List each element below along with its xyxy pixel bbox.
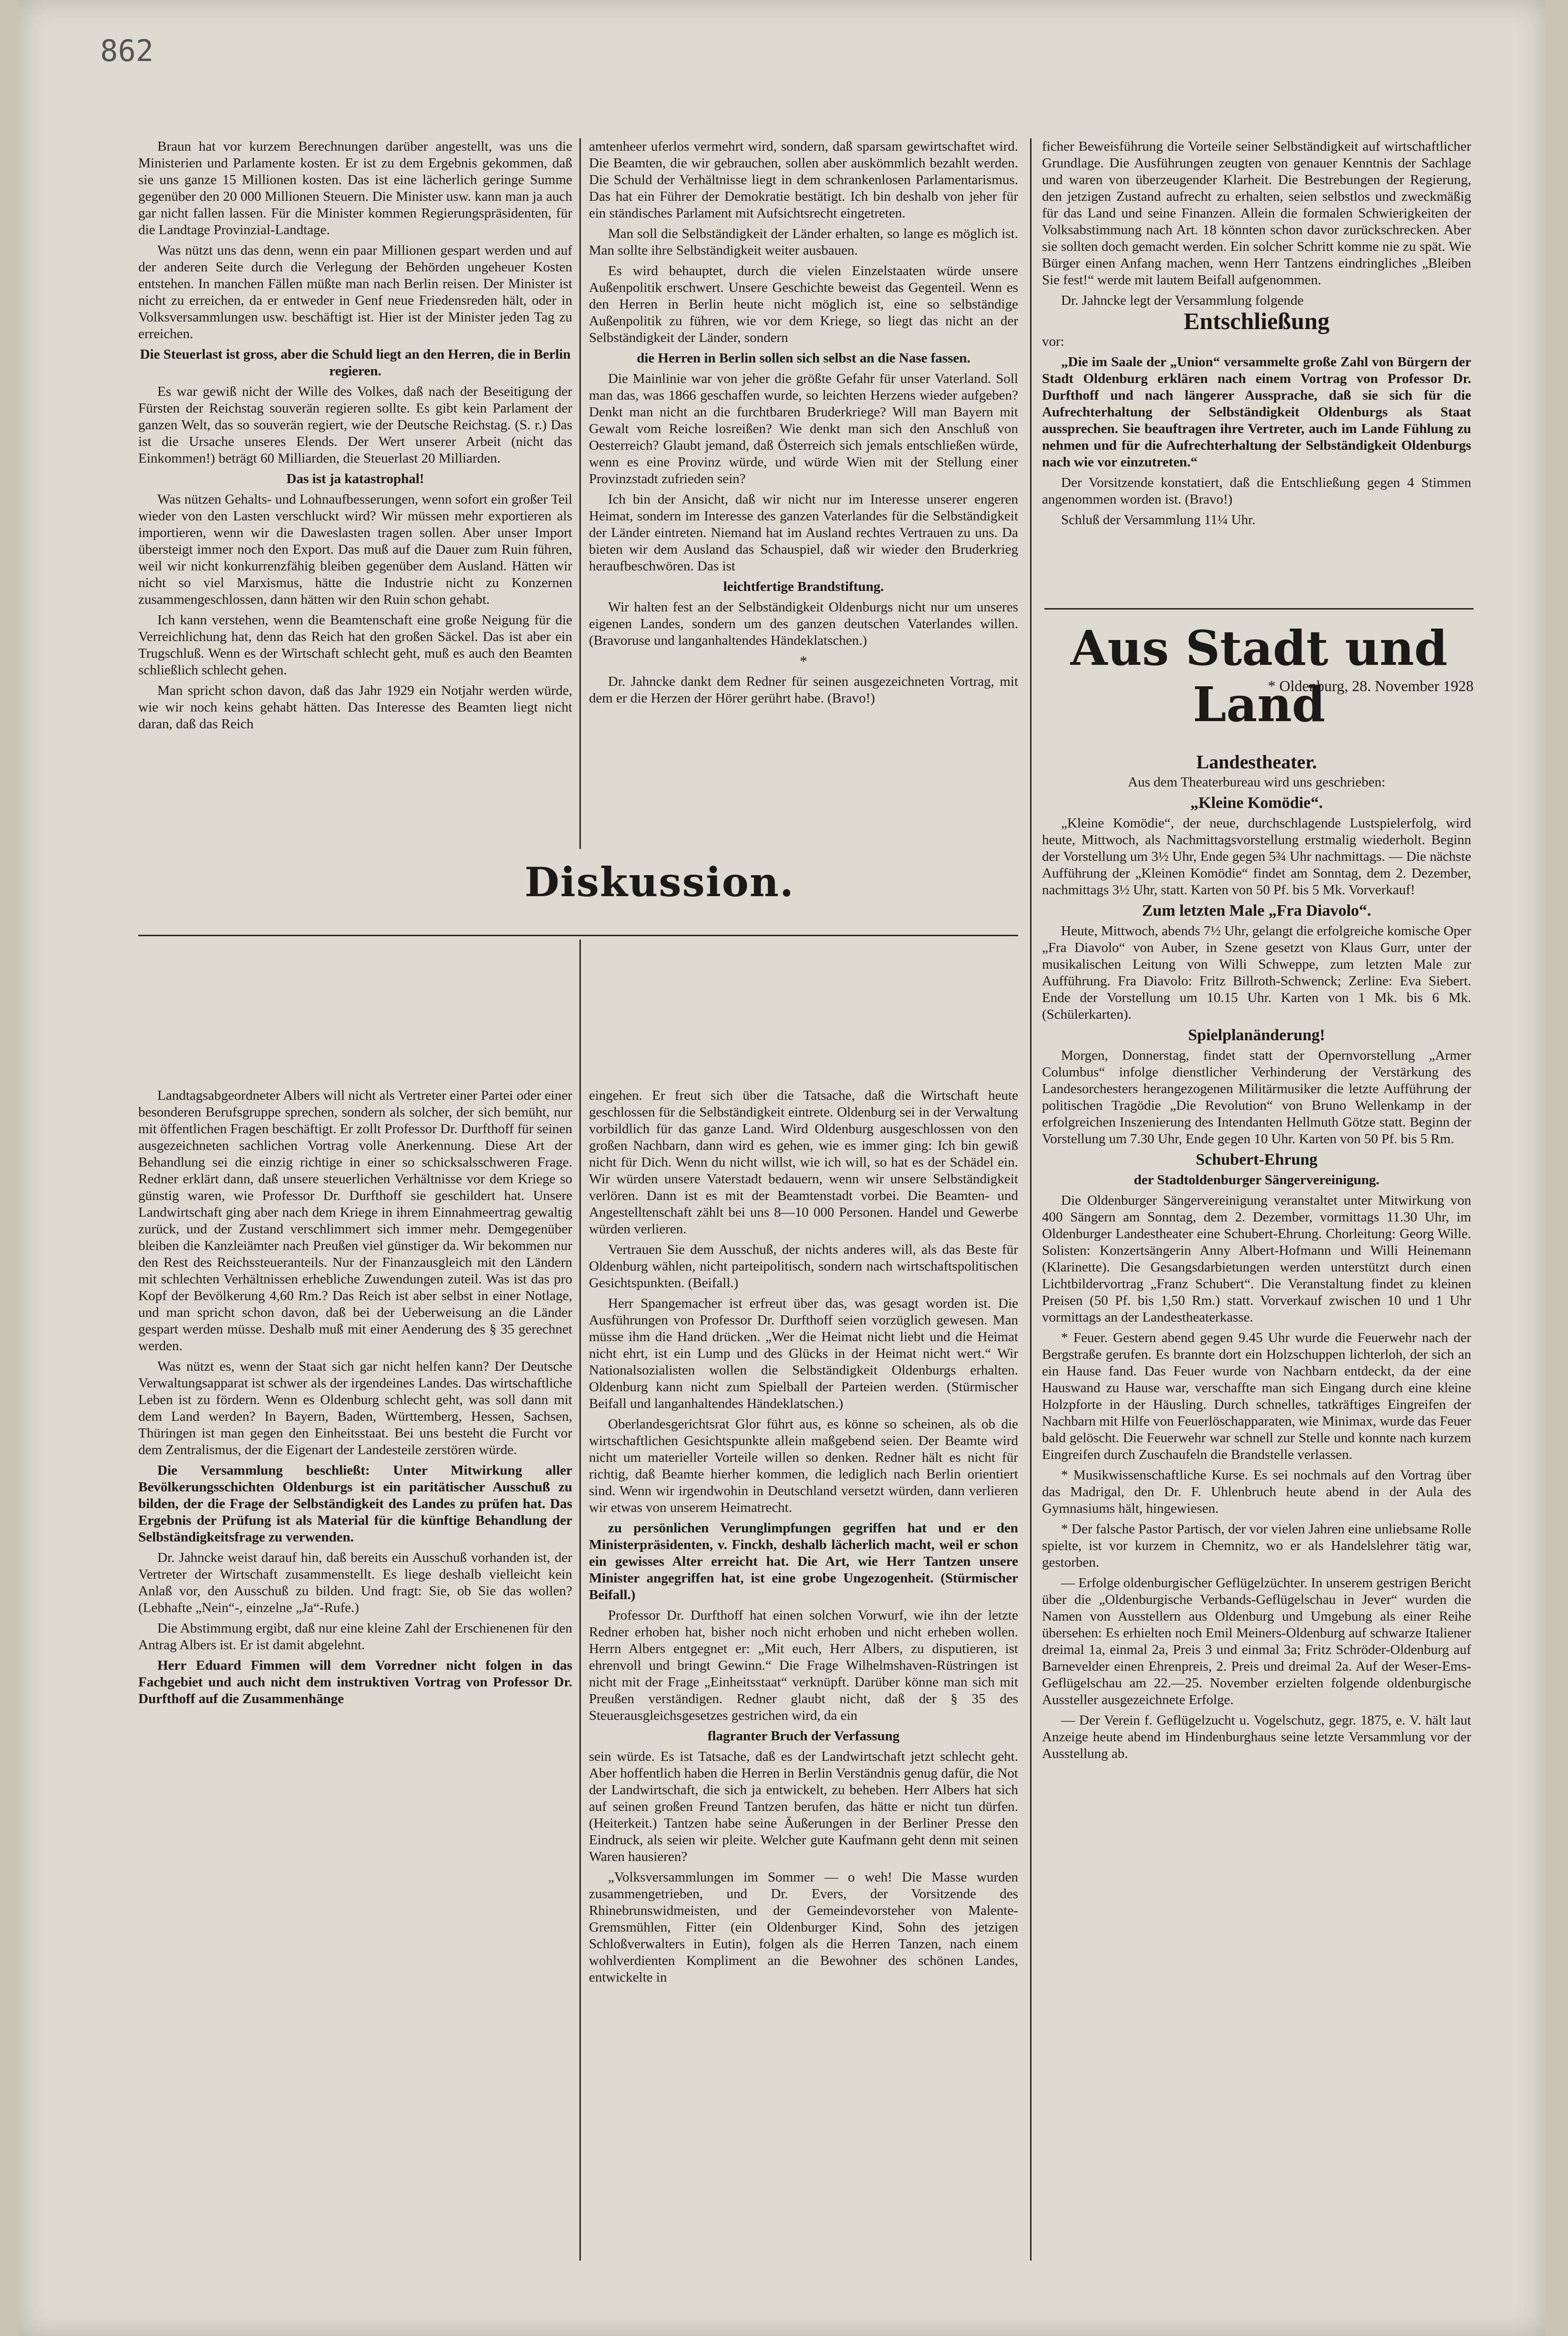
stadt-und-land-column: [1042, 751, 1471, 1766]
paragraph: * Musikwissenschaftliche Kurse. Es sei nochmals auf den Vortrag über das Madrigal, den Dr. F. Uhlenbruch heute abend in der Aula des Gymnasiums hält, hingewiesen.: [1042, 1468, 1471, 1516]
emphasis-line: Die Steuerlast ist gross, aber die Schuld liegt an den Herren, die in Berlin regieren.: [140, 347, 571, 379]
column-a-upper: [138, 138, 572, 736]
column-divider-3: [579, 940, 581, 2261]
paragraph: Herr Eduard Fimmen will dem Vorredner nicht folgen in das Fachgebiet und auch nicht dem instruktiven Vortrag von Professor Dr. Durfthoff auf die Zusammenhänge: [138, 1658, 572, 1706]
subheading: Zum letzten Male „Fra Diavolo“.: [1142, 902, 1372, 920]
paragraph: — Der Verein f. Geflügelzucht u. Vogelschutz, gegr. 1875, e. V. hält laut Anzeige heute abend im Hindenburghaus seine letzte Versammlung vor der Ausstellung ab.: [1042, 1713, 1471, 1761]
paragraph: Wir halten fest an der Selbständigkeit Oldenburgs nicht nur um unseres eigenen Landes, sondern um des ganzen deutschen Vaterlandes willen. (Bravoruse und langanhaltendes Händeklatschen.): [589, 600, 1018, 648]
page-number: 862: [100, 33, 154, 68]
paragraph: Die Mainlinie war von jeher die größte Gefahr für unser Vaterland. Soll man das, was 1866 geschaffen wurde, so leichten Herzens wieder aufgeben? Denkt man nicht an die furchtbaren Bruderkriege? Will man Bayern mit Gewalt vom Reiche losreißen? Wie denkt man sich den Anschluß von Oesterreich? Glaubt jemand, daß Österreich sich jemals entschließen würde, wenn es eine Provinz würde, und würde Wien mit der Stellung einer Provinzstadt zufrieden sein?: [589, 371, 1018, 486]
column-c-upper: [1042, 138, 1471, 532]
discussion-column-b: [589, 1087, 1018, 1990]
paragraph: * Der falsche Pastor Partisch, der vor vielen Jahren eine unliebsame Rolle spielte, ist vor kurzem in Chemnitz, wo er als Handelslehrer tätig war, gestorben.: [1042, 1521, 1471, 1570]
headline-diskussion: Diskussion.: [525, 858, 795, 906]
dateline: * Oldenburg, 28. November 1928: [1268, 677, 1474, 694]
subheading: Landestheater.: [1196, 751, 1317, 773]
paragraph: Der Vorsitzende konstatiert, daß die Entschließung gegen 4 Stimmen angenommen worden ist. (Bravo!): [1042, 475, 1471, 507]
emphasis-line: die Herren in Berlin sollen sich selbst an die Nase fassen.: [637, 351, 970, 366]
paragraph: Die Abstimmung ergibt, daß nur eine kleine Zahl der Erschienenen für den Antrag Albers ist. Er ist damit abgelehnt.: [138, 1621, 572, 1653]
column-b-upper: [589, 138, 1018, 711]
paragraph: Vertrauen Sie dem Ausschuß, der nichts anderes will, als das Beste für Oldenburg wählen, nicht parteipolitisch, sondern nach wirtschaftspolitischen Gesichtspunkten. (Beifall.): [589, 1242, 1018, 1291]
paragraph: Es wird behauptet, durch die vielen Einzelstaaten würde unsere Außenpolitik erschwert. Unsere Geschichte beweist das Gegenteil. Wenn es den Herren in Berlin heute nicht möglich ist, eine so selbständige Außenpolitik zu führen, wie vor dem Kriege, so liegt das nicht an der Selbständigkeit der Länder, sondern: [589, 263, 1018, 345]
paragraph: „Kleine Komödie“, der neue, durchschlagende Lustspielerfolg, wird heute, Mittwoch, als Nachmittagsvorstellung erstmalig wiederholt. Beginn der Vorstellung um 3½ Uhr, Ende gegen 5¾ Uhr nachmittags. — Die nächste Aufführung der „Kleinen Komödie“ findet am Sonntag, dem 2. Dezember, nachmittags 3½ Uhr, statt. Karten von 50 Pf. bis 5 Mk. Vorverkauf!: [1042, 816, 1471, 898]
subheading: „Kleine Komödie“.: [1190, 794, 1323, 812]
section-title: Aus Stadt und Land: [1070, 620, 1448, 733]
emphasis-line: flagranter Bruch der Verfassung: [707, 1728, 900, 1744]
paragraph: * Feuer. Gestern abend gegen 9.45 Uhr wurde die Feuerwehr nach der Bergstraße gerufen. Es brannte dort ein Holzschuppen lichterloh, der sich an ein Hause fand. Das Feuer wurde von Nachbarn entdeckt, da der eine Hauswand zu Hause war, verschaffte man sich Eingang durch eine kleine Holzpforte in der Häusling. Durch schnelles, tatkräftiges Eingreifen der Nachbarn mit Hilfe von Feuerlöschapparaten, wie Minimax, wurde das Feuer bald gelöscht. Die Feuerwehr war schnell zur Stelle und konnte nach kurzem Eingreifen durch Zuschaufeln die Brandstelle verlassen.: [1042, 1330, 1471, 1462]
paragraph: Braun hat vor kurzem Berechnungen darüber angestellt, was uns die Ministerien und Parlamente kosten. Er ist zu dem Ergebnis gekommen, daß sie uns ganze 15 Millionen kosten. Das ist eine lächerlich geringe Summe gegenüber den 20 000 Millionen Steuern. Die Minister usw. kann man ja auch gar nicht fallen lassen. Für die Minister kommen Regierungspräsidenten, für die Landtage Provinzial-Landtage.: [138, 139, 572, 238]
paragraph: „Volksversammlungen im Sommer — o weh! Die Masse wurden zusammengetrieben, und Dr. Evers, der Vorsitzende des Rhinebrunswidmeisten, und der Gemeindevorsteher von Malente-Gremsmühlen, Fitter (ein Oldenburger Kind, Sohn des jetzigen Schloßverwalters in Eutin), folgen als die Herren Tanzen, nach einem wohlverdienten Kompliment an die Bewohner des schönen Landes, entwickelte in: [589, 1870, 1018, 1985]
paragraph: Man spricht schon davon, daß das Jahr 1929 ein Notjahr werden würde, wie wir noch keins gehabt hätten. Das Interesse des Beamten liegt nicht daran, daß das Reich: [138, 683, 572, 732]
paragraph: Heute, Mittwoch, abends 7½ Uhr, gelangt die erfolgreiche komische Oper „Fra Diavolo“ von Auber, in Szene gesetzt von Klaus Gurr, unter der musikalischen Leitung von Willi Schweppe, zum letzten Male zur Aufführung. Fra Diavolo: Fritz Billroth-Schwenck; Zerline: Eva Siebert. Ende der Vorstellung um 10.15 Uhr. Karten von 1 Mk. bis 6 Mk. (Schülerkarten).: [1042, 923, 1471, 1022]
paragraph: Oberlandesgerichtsrat Glor führt aus, es könne so scheinen, als ob die wirtschaftlichen Gesichtspunkte allein maßgebend seien. Der Beamte wird nicht um materieller Vorteile willen so denken. Redner hält es nicht für richtig, daß Beamte hierher kommen, die lediglich nach Berlin orientiert sind. Wenn wir irgendwohin in Deutschland versetzt würden, dann verlieren wir etwas von unserem Heimatrecht.: [589, 1416, 1018, 1515]
paragraph: Dr. Jahncke dankt dem Redner für seinen ausgezeichneten Vortrag, mit dem er die Herzen der Hörer gerührt habe. (Bravo!): [589, 674, 1018, 706]
paragraph: zu persönlichen Verunglimpfungen gegriffen hat und er den Ministerpräsidenten, v. Finckh, deshalb lächerlich macht, weil er schon ein gewisses Alter erreicht hat. Die Art, wie Herr Tantzen unsere Minister angegriffen hat, ist eine grobe Ungezogenheit. (Stürmischer Beifall.): [589, 1520, 1018, 1602]
paragraph: Es war gewiß nicht der Wille des Volkes, daß nach der Beseitigung der Fürsten der Reichstag souverän regieren sollte. Es gibt kein Parlament der ganzen Welt, das so souverän regiert, wie der Deutsche Reichstag. (S. r.) Das ist die Ursache unseres Elends. Der Wert unserer Arbeit (nicht das Einkommen!) beträgt 60 Milliarden, die Steuerlast 20 Milliarden.: [138, 384, 572, 466]
paragraph: Ich bin der Ansicht, daß wir nicht nur im Interesse unserer engeren Heimat, sondern im Interesse des ganzen Vaterlandes für die Selbständigkeit der Länder eintreten. Niemand hat im Ausland rechtes Vertrauen zu uns. Da bieten wir dem Ausland das Schauspiel, daß wir wieder den Bruderkrieg heraufbeschwören. Das ist: [589, 492, 1018, 574]
paragraph: Die Oldenburger Sängervereinigung veranstaltet unter Mitwirkung von 400 Sängern am Sonntag, dem 2. Dezember, vormittags 11.30 Uhr, im Oldenburger Landestheater eine Schubert-Ehrung. Chorleitung: Georg Wille. Solisten: Konzertsängerin Anny Albert-Hofmann und Willi Heinemann (Klarinette). Die Gesangsdarbietungen werden unterstützt durch einen Lichtbildervortrag „Franz Schubert“. Die Veranstaltung findet zu kleinen Preisen (50 Pf. bis 1,50 Rm.) statt. Vorverkauf zwischen 10 und 1 Uhr vormittags an der Landestheaterkasse.: [1042, 1193, 1471, 1325]
emphasis-line: leichtfertige Brandstiftung.: [723, 579, 884, 594]
headline-divider: [138, 935, 1018, 936]
column-divider-2: [1030, 138, 1032, 2261]
paragraph: Was nützen Gehalts- und Lohnaufbesserungen, wenn sofort ein großer Teil wieder von den Lasten verschluckt wird? Wir müssen mehr exportieren als importieren, wenn wir die Daweslasten tragen sollen. Aber unser Import übersteigt immer noch den Export. Das muß auf die Dauer zum Ruin führen, weil wir nicht konkurrenzfähig bleiben gegenüber dem Ausland. Hätten wir nicht so viel Marxismus, hätte die Industrie nicht zu Konzernen zusammengeschlossen, dann hätten wir den Ruin schon gehabt.: [138, 492, 572, 607]
paragraph: Morgen, Donnerstag, findet statt der Opernvorstellung „Armer Columbus“ infolge dienstlicher Verhinderung der Verstärkung des Landesorchesters herangezogenen Militärmusiker die letzte Aufführung der politischen Tragödie „Die Revolution“ von Bruno Wellenkamp in der erfolgreichen Inszenierung des Intendanten Hellmuth Götze statt. Beginn der Vorstellung um 7.30 Uhr, Ende gegen 10 Uhr. Karten von 50 Pf. bis 5 Rm.: [1042, 1048, 1471, 1147]
resolution-heading: Entschließung: [1184, 308, 1330, 334]
paragraph: Dr. Jahncke weist darauf hin, daß bereits ein Ausschuß vorhanden ist, der Vertreter der Wirtschaft zusammenstellt. Es liege deshalb vielleicht kein Anlaß vor, den Ausschuß zu bilden. Und fragt: Sie, ob Sie das wollen? (Lebhafte „Nein“-, einzelne „Ja“-Rufe.): [138, 1550, 572, 1615]
paragraph: Was nützt es, wenn der Staat sich gar nicht helfen kann? Der Deutsche Verwaltungsapparat ist schwer als der irgendeines Landes. Das wirtschaftliche Leben ist zu fördern. Wenn es Oldenburg schlecht geht, was soll dann mit dem Land werden? In Bayern, Baden, Württemberg, Hessen, Sachsen, Thüringen ist man gegen den Einheitsstaat. Bei uns besteht die Furcht vor dem Zentralismus, der die Eigenart der Landesteile zerstören würde.: [138, 1359, 572, 1457]
paragraph: Was nützt uns das denn, wenn ein paar Millionen gespart werden und auf der anderen Seite durch die Verlegung der Behörden ungeheuer Kosten entstehen. In manchen Fällen müßte man nach Berlin reisen. Der Minister ist nicht zu erreichen, da er entweder in Genf neue Friedensreden hält, oder in Volksversammlungen usw. beschäftigt ist. Hier ist der Minister jeden Tag zu erreichen.: [138, 243, 572, 341]
subheading: Schubert-Ehrung: [1196, 1151, 1318, 1168]
paragraph: sein würde. Es ist Tatsache, daß es der Landwirtschaft jetzt schlecht geht. Aber hoffentlich haben die Herren in Berlin Verständnis genug dafür, die Not der Landwirtschaft, die sich ja entwickelt, zu beheben. Herr Albers hat sich auf seinen großen Freund Tantzen berufen, das hätte er nicht tun dürfen. (Heiterkeit.) Tantzen habe seine Äußerungen in der Berliner Presse den Eindruck, als seien wir pleite. Welcher gute Kaufmann geht denn mit seinen Waren hausieren?: [589, 1749, 1018, 1864]
paragraph: Schluß der Versammlung 11¼ Uhr.: [1061, 512, 1256, 527]
paragraph: Dr. Jahncke legt der Versammlung folgende: [1061, 293, 1304, 308]
paragraph: Landtagsabgeordneter Albers will nicht als Vertreter einer Partei oder einer besonderen Berufsgruppe sprechen, sondern als solcher, der sich bemüht, nur mit öffentlichen Fragen beschäftigt. Er zollt Professor Dr. Durfthoff für seinen ausgezeichneten sachlichen Vortrag volle Anerkennung. Diese Art der Behandlung sei die einzig richtige in einer so schicksalsschweren Frage. Redner erklärt dann, daß unsere steuerlichen Verhältnisse vor dem Kriege so günstig waren, wie Professor Dr. Durfthoff sie geschildert hat. Unsere Landwirtschaft ging aber nach dem Kriege in ihrem Einnahmeertrag gewaltig zurück, und der Zustand verschlimmert sich immer mehr. Demgegenüber bleiben die Kanzleiämter nach Preußen viel günstiger da. Wir bekommen nur den Rest des Reichssteueranteils. Nur der Finanzausgleich mit den Ländern mit schlechten Verhältnissen erhebliche Zuwendungen zuteil. Was ist das pro Kopf der Bevölkerung 4,60 Rm.? Das Reich ist aber selbst in einer Notlage, und man spricht schon davon, daß bei der Ueberweisung an die Länder gespart werden müsse. Deshalb muß mit einer Aenderung des § 35 gerechnet werden.: [138, 1088, 572, 1354]
newspaper-page: [19, 0, 1545, 2336]
paragraph: amtenheer uferlos vermehrt wird, sondern, daß sparsam gewirtschaftet wird. Die Beamten, die wir gebrauchen, sollen aber auskömmlich bezahlt werden. Die Schuld der Verhältnisse liegt in dem schrankenlosen Parlamentarismus. Das hat ein Führer der Demokratie bestätigt. Ich bin deshalb von jeher für ein ständisches Parlament mit Aufsichtsrecht eingetreten.: [589, 139, 1018, 221]
paragraph: Aus dem Theaterbureau wird uns geschrieben:: [1128, 775, 1385, 790]
paragraph: Ich kann verstehen, wenn die Beamtenschaft eine große Neigung für die Verreichlichung hat, denn das Reich hat den großen Säckel. Das ist aber ein Trugschluß. Wenn es der Wirtschaft schlecht geht, muß es auch den Beamten schließlich schlecht gehen.: [138, 612, 572, 678]
paragraph: vor:: [1042, 334, 1064, 349]
resolution-text: „Die im Saale der „Union“ versammelte große Zahl von Bürgern der Stadt Oldenburg erklären nach einem Vortrag von Professor Dr. Durfthoff und nach längerer Aussprache, daß sie sich für die Aufrechterhaltung der Selbständigkeit Oldenburgs als Staat aussprechen. Sie beauftragen ihre Vertreter, auch im Lande Fühlung zu nehmen und für die Aufrechterhaltung der Selbständigkeit Oldenburgs nach wie vor einzutreten.“: [1042, 354, 1471, 470]
paragraph: ficher Beweisführung die Vorteile seiner Selbständigkeit auf wirtschaftlicher Grundlage. Die Ausführungen zeugten von genauer Kenntnis der Sachlage und waren von überzeugender Klarheit. Die Bestrebungen der Regierung, den jetzigen Zustand aufrecht zu erhalten, seien selbstlos und zweckmäßig für das Land und seine Finanzen. Allein die formalen Schwierigkeiten der Volksabstimmung nach Art. 18 könnten schon davor zurückschrecken. Aber sie sollten doch gemacht werden. Ein solcher Schritt komme nie zu spät. Wie Bürger einen Anfang machen, wenn Herr Tantzens eindringliches „Bleiben Sie fest!“ werde mit lautem Beifall aufgenommen.: [1042, 139, 1471, 288]
column-divider-1: [579, 138, 581, 849]
paragraph: Professor Dr. Durfthoff hat einen solchen Vorwurf, wie ihn der letzte Redner erhoben hat, bisher noch nicht erhoben und nicht erheben wollen. Herrn Albers entgegnet er: „Mit euch, Herr Albers, zu disputieren, ist ehrenvoll und bringt Gewinn.“ Die Frage Wilhelmshaven-Rüstringen ist nicht mit der Frage „Einheitsstaat“ verknüpft. Darüber könne man sich mit Preußen verständigen. Redner glaubt nicht, daß der § 35 des Steuerausgleichsgesetzes gestrichen wird, da ein: [589, 1608, 1018, 1723]
paragraph: Herr Spangemacher ist erfreut über das, was gesagt worden ist. Die Ausführungen von Professor Dr. Durfthoff seien vorzüglich gewesen. Man müsse ihm die Hand drücken. „Wer die Heimat nicht liebt und die Heimat nicht ehrt, ist ein Lump und des Glücks in der Heimat nicht wert.“ Wir Nationalsozialisten wollen die Selbständigkeit Oldenburgs erhalten. Oldenburg kann nicht zum Spielball der Parteien werden. (Stürmischer Beifall und langanhaltendes Händeklatschen.): [589, 1296, 1018, 1411]
subheading: Spielplanänderung!: [1188, 1026, 1325, 1044]
emphasis-line: Das ist ja katastrophal!: [286, 471, 424, 486]
separator-star: *: [800, 652, 807, 670]
paragraph: Man soll die Selbständigkeit der Länder erhalten, so lange es möglich ist. Man sollte ihre Selbständigkeit weiter ausbauen.: [589, 226, 1018, 258]
paragraph: eingehen. Er freut sich über die Tatsache, daß die Wirtschaft heute geschlossen für die Selbständigkeit eintrete. Oldenburg sei in der Verwaltung vorbildlich für das ganze Land. Wird Oldenburg ausgeschlossen von den großen Nachbarn, dann wird es gehen, wie es immer ging: Ich bin gewiß nicht für Dich. Wenn du nicht willst, wie ich will, so hat es der Schädel ein. Wir würden unsere Vaterstadt bedauern, wenn wir unsere Selbständigkeit verlören. Dann ist es mit der Beamtenstadt vorbei. Die Beamten- und Angestelltenschaft zählt bei uns 8—10 000 Personen. Handel und Gewerbe würden verlieren.: [589, 1088, 1018, 1237]
paragraph: Die Versammlung beschließt: Unter Mitwirkung aller Bevölkerungsschichten Oldenburgs ist ein paritätischer Ausschuß zu bilden, der die Frage der Selbständigkeit des Landes zu prüfen hat. Das Ergebnis der Prüfung ist als Material für die künftige Behandlung der Selbständigkeitsfrage zu verwenden.: [138, 1463, 572, 1545]
paragraph: — Erfolge oldenburgischer Geflügelzüchter. In unserem gestrigen Bericht über die „Oldenburgische Verbands-Geflügelschau in Jever“ wurden die Namen von Ausstellern aus Oldenburg und Umgebung als einer Reihe übersehen: Es erhielten noch Emil Meiners-Oldenburg auf schwarze Italiener dreimal 1a, einmal 2a, Preis 3 und einmal 3a; Fritz Schröder-Oldenburg auf Barnevelder einen Ehrenpreis, 2. Preis und dreimal 2a. Auf der Weser-Ems-Geflügelschau am 22.—25. November erzielten folgende oldenburgische Aussteller ausgezeichnete Erfolge.: [1042, 1575, 1471, 1707]
discussion-column-a: [138, 1087, 572, 1711]
section-divider: [1044, 608, 1474, 610]
subheading-line: der Stadtoldenburger Sängervereinigung.: [1134, 1172, 1380, 1188]
